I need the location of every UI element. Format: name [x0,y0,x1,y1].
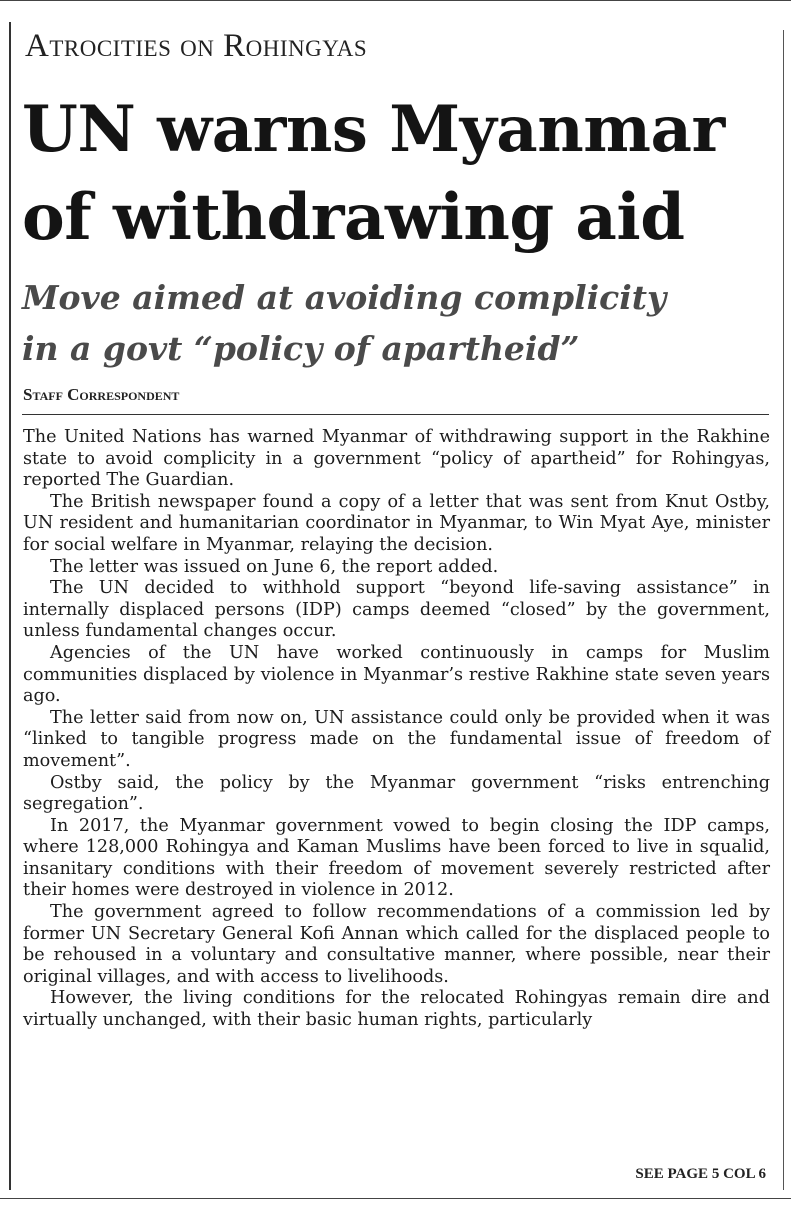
paragraph-7: Ostby said, the policy by the Myanmar government “risks entrenching segregation”. [23,772,770,815]
paragraph-2: The British newspaper found a copy of a letter that was sent from Knut Ostby, UN resident and humanitarian coordinator in Myanmar, to Win Myat Aye, minister for social welfare in Myanmar, relaying the decision. [23,491,770,555]
paragraph-8: In 2017, the Myanmar government vowed to begin closing the IDP camps, where 128,000 Rohingya and Kaman Muslims have been forced to live in squalid, insanitary conditions with their freedom of movement severely restricted after their homes were destroyed in violence in 2012. [23,815,770,901]
paragraph-10: However, the living conditions for the relocated Rohingyas remain dire and virtually unchanged, with their basic human rights, particularly [23,988,770,1031]
frame-left-rule [9,22,11,1190]
byline: Staff Correspondent [23,385,180,404]
frame-top-rule [0,0,791,1]
kicker: Atrocities on Rohingyas [25,28,368,64]
deck [22,272,762,374]
frame-right-rule [783,30,784,1190]
headline-line-1: UN warns Myanmar [22,92,725,167]
headline [22,86,782,262]
paragraph-9: The government agreed to follow recommendations of a commission led by former UN Secretary General Kofi Annan which called for the displaced people to be rehoused in a voluntary and consultative manner, where possible, near their original villages, and with access to livelihoods. [23,902,770,987]
paragraph-1: The United Nations has warned Myanmar of withdrawing support in the Rakhine state to avoid complicity in a government “policy of apartheid” for Rohingyas, reported The Guardian. [23,427,770,491]
article-body [23,427,770,1032]
deck-line-2: in a govt “policy of apartheid” [22,329,580,368]
paragraph-5: Agencies of the UN have worked continuously in camps for Muslim communities displaced by violence in Myanmar’s restive Rakhine state seven years ago. [23,642,770,707]
paragraph-4: The UN decided to withhold support “beyond life-saving assistance” in internally displaced persons (IDP) camps deemed “closed” by the government, unless fundamental changes occur. [23,578,770,642]
frame-bottom-rule [0,1198,791,1199]
byline-divider [22,414,769,415]
paragraph-6: The letter said from now on, UN assistance could only be provided when it was “linked to tangible progress made on the fundamental issue of freedom of movement”. [23,707,770,771]
deck-line-1: Move aimed at avoiding complicity [22,278,667,317]
continued-on-page-note: SEE PAGE 5 COL 6 [635,1166,766,1182]
paragraph-3: The letter was issued on June 6, the report added. [50,556,499,577]
headline-line-2: of withdrawing aid [22,180,685,255]
